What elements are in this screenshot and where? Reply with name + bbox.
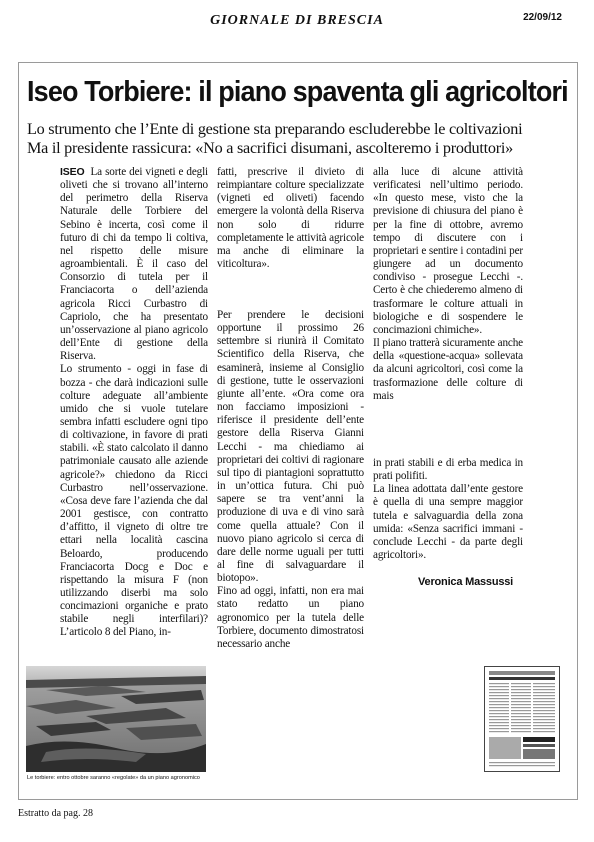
page-footer: Estratto da pag. 28 [18,808,93,819]
article-paragraph: alla luce di alcune attività verificatesi nell’ultimo periodo. «In questo mese, visto che la previsione di chiusura del piano è per la fine di ottobre, avremo tempo di discutere con i proprietari e sentire i contadini per giungere ad un documento condiviso - prosegue Lecchi -. Certo è che chiederemo almeno di trasformare le colture attuali in biologiche e di sospendere le concimazioni chimiche». [373,166,523,336]
page-thumbnail-image [484,666,560,772]
article-paragraph: fatti, prescrive il divieto di reimpiantare colture specializzate (vigneti ed oliveti) facendo emergere la volontà della Riserva non solo di ridurre completamente le attività agricole ma anche di eliminare la viticoltura». [217,166,364,271]
article-paragraph: in prati stabili e di erba medica in prati polifiti. [373,457,523,483]
dateline-place: ISEO [60,166,85,178]
article-headline: Iseo Torbiere: il piano spaventa gli agricoltori [27,76,568,108]
article-column-2-top [217,166,364,271]
article-column-1 [60,166,208,640]
article-paragraph: Il piano tratterà sicuramente anche della «questione-acqua» sollevata da alcuni agricoltori, così come la trasformazione delle colture di mais [373,337,523,402]
article-subtitle-line-1: Lo strumento che l’Ente di gestione sta preparando escluderebbe le coltivazioni [27,120,523,138]
article-column-2-bottom [217,309,364,651]
newspaper-masthead: GIORNALE DI BRESCIA [210,13,384,28]
article-paragraph: Per prendere le decisioni opportune il prossimo 26 settembre si riunirà il Comitato Scientifico della Riserva, che esaminerà, insieme al Consiglio di gestione, tutte le osservazioni giunte all’ente. «Ora come ora non facciamo imposizioni - riferisce il presidente dell’ente gestore della Riserva Gianni Lecchi - ma chiediamo ai proprietari dei coltivi di ragionare sul tipo di piantagioni soprattutto in un’ottica futura. Chi può sapere se tra vent’anni la produzione di uva e di vino sarà come quella attuale? Con il nuovo piano agricolo si cerca di dare delle norme uguali per tutti al fine di salvaguardare il biotopo». [217,309,364,585]
photo-caption: Le torbiere: entro ottobre saranno «regolate» da un piano agronomico [27,775,200,781]
article-column-3-top [373,166,523,403]
article-paragraph: La linea adottata dall’ente gestore è quella di una sempre maggior tutela e salvaguardia della zona umida: «Senza sacrifici immani - conclude Lecchi - da parte degli agricoltori». [373,483,523,562]
article-paragraph: Lo strumento - oggi in fase di bozza - che darà indicazioni sulle colture adeguate all’ambiente umido che si vuole tutelare sembra infatti escludere ogni tipo di coltivazione, in favore di prati stabili. «È stato calcolato il danno patrimoniale causato alle aziende agricole?» chiedono da Ricci Curbastro nell’osservazione. «Cosa deve fare l’azienda che dal 2001 gestisce, con contratto d’affitto, il vigneto di oltre tre ettari nella località cascina Beloardo, producendo Franciacorta Docg e Doc e rispettando la misura F (non utilizzando diserbi ma solo concimazioni organiche e prato stabile negli interfilari)? L’articolo 8 del Piano, in- [60,363,208,639]
wetland-photo [26,666,206,772]
article-subtitle-line-2: Ma il presidente rassicura: «No a sacrifici disumani, ascolteremo i produttori» [27,139,513,157]
article-author: Veronica Massussi [418,576,514,588]
publication-date: 22/09/12 [523,12,562,23]
article-paragraph: Fino ad oggi, infatti, non era mai stato redatto un piano agronomico per la tutela delle Torbiere, documento dimostratosi necessario anche [217,585,364,650]
article-paragraph: ISEO La sorte dei vigneti e degli oliveti che si trovano all’interno del perimetro della Riserva Naturale delle Torbiere del Sebino è incerta, così come il futuro di chi da tempo li coltiva, nel rispetto delle misure agroambientali. È il caso del Consorzio di tutela per il Franciacorta o dell’azienda agricola Ricci Curbastro di Capriolo, che ha presentato un’osservazione al piano agricolo dell’Ente di gestione della Riserva. [60,166,208,363]
article-column-3-bottom [373,457,523,562]
